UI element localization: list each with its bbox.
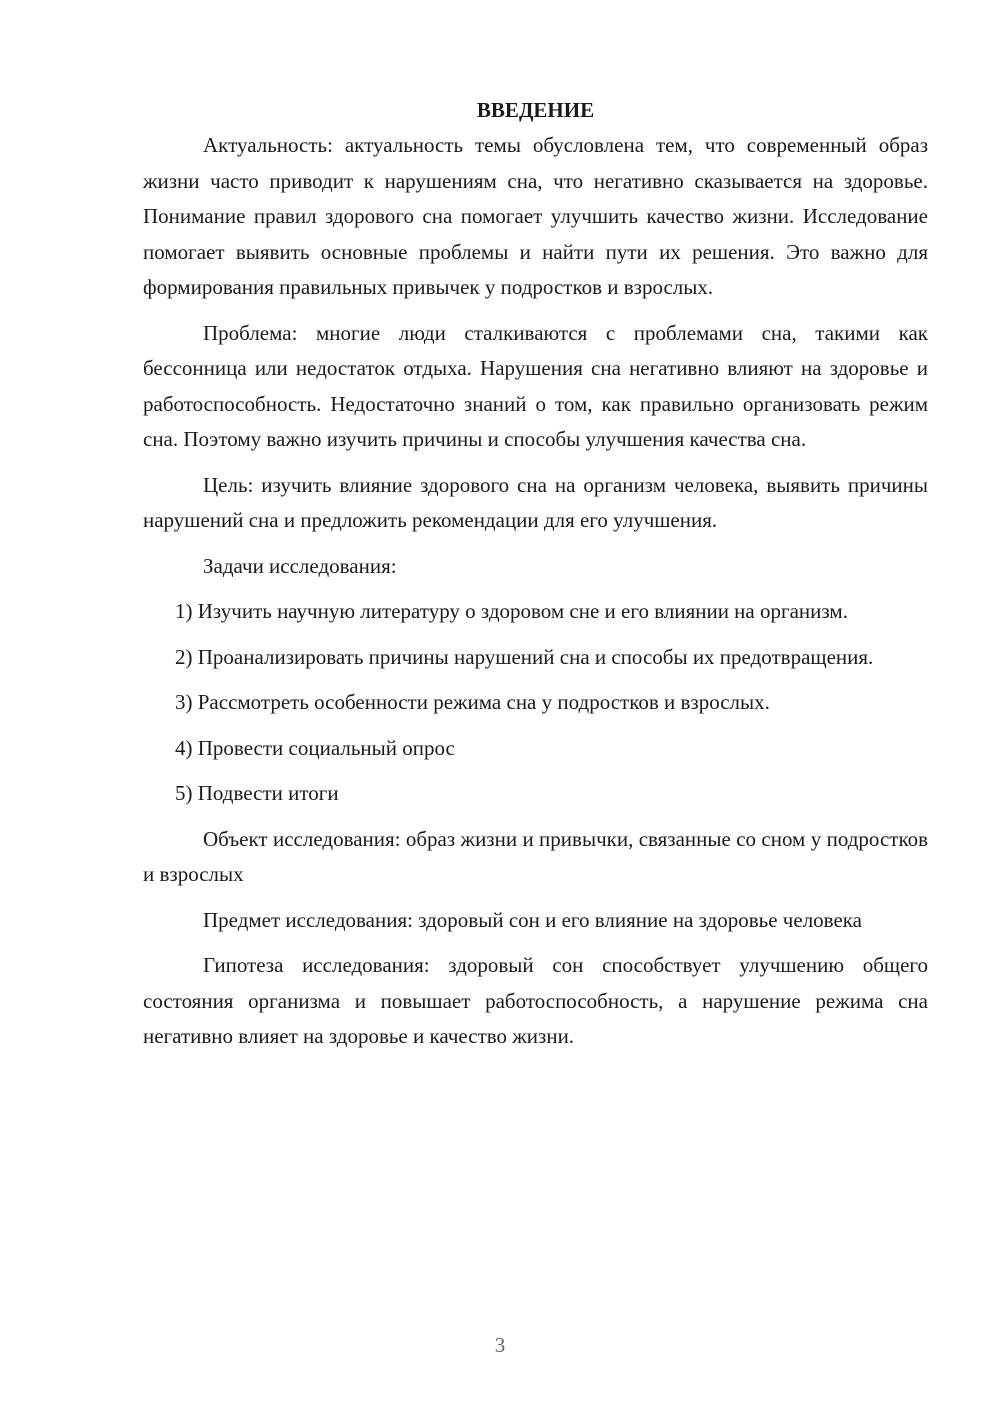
task-item-4: 4) Провести социальный опрос xyxy=(175,735,455,760)
document-body xyxy=(143,92,928,1055)
task-item-3: 3) Рассмотреть особенности режима сна у подростков и взрослых. xyxy=(175,690,770,714)
tasks-title: Задачи исследования: xyxy=(203,553,397,578)
task-item-2: 2) Проанализировать причины нарушений сна и способы их предотвращения. xyxy=(175,644,874,669)
relevance-paragraph: Актуальность: актуальность темы обусловлена тем, что современный образ жизни часто приводит к нарушениям сна, что негативно сказывается на здоровье. Понимание правил здорового сна помогает улучшить качество жизни. Исследование помогает выявить основные проблемы и найти пути их решения. Это важно для формирования правильных привычек у подростков и взрослых. xyxy=(143,133,928,299)
object-paragraph: Объект исследования: образ жизни и привычки, связанные со сном у подростков и взрослых xyxy=(143,826,928,886)
goal-paragraph: Цель: изучить влияние здорового сна на организм человека, выявить причины нарушений сна и предложить рекомендации для его улучшения. xyxy=(143,472,928,532)
task-item-5: 5) Подвести итоги xyxy=(175,781,339,805)
section-heading: ВВЕДЕНИЕ xyxy=(476,98,595,122)
problem-paragraph: Проблема: многие люди сталкиваются с проблемами сна, такими как бессонница или недостаток отдыха. Нарушения сна негативно влияют на здоровье и работоспособность. Недостаточно знаний о том, как правильно организовать режим сна. Поэтому важно изучить причины и способы улучшения качества сна. xyxy=(143,320,928,451)
task-item-1: 1) Изучить научную литературу о здоровом сне и его влиянии на организм. xyxy=(175,599,848,623)
hypothesis-paragraph: Гипотеза исследования: здоровый сон способствует улучшению общего состояния организма и повышает работоспособность, а нарушение режима сна негативно влияет на здоровье и качество жизни. xyxy=(143,953,928,1048)
subject-paragraph: Предмет исследования: здоровый сон и его влияние на здоровье человека xyxy=(203,907,862,932)
page-number: 3 xyxy=(494,1333,506,1357)
